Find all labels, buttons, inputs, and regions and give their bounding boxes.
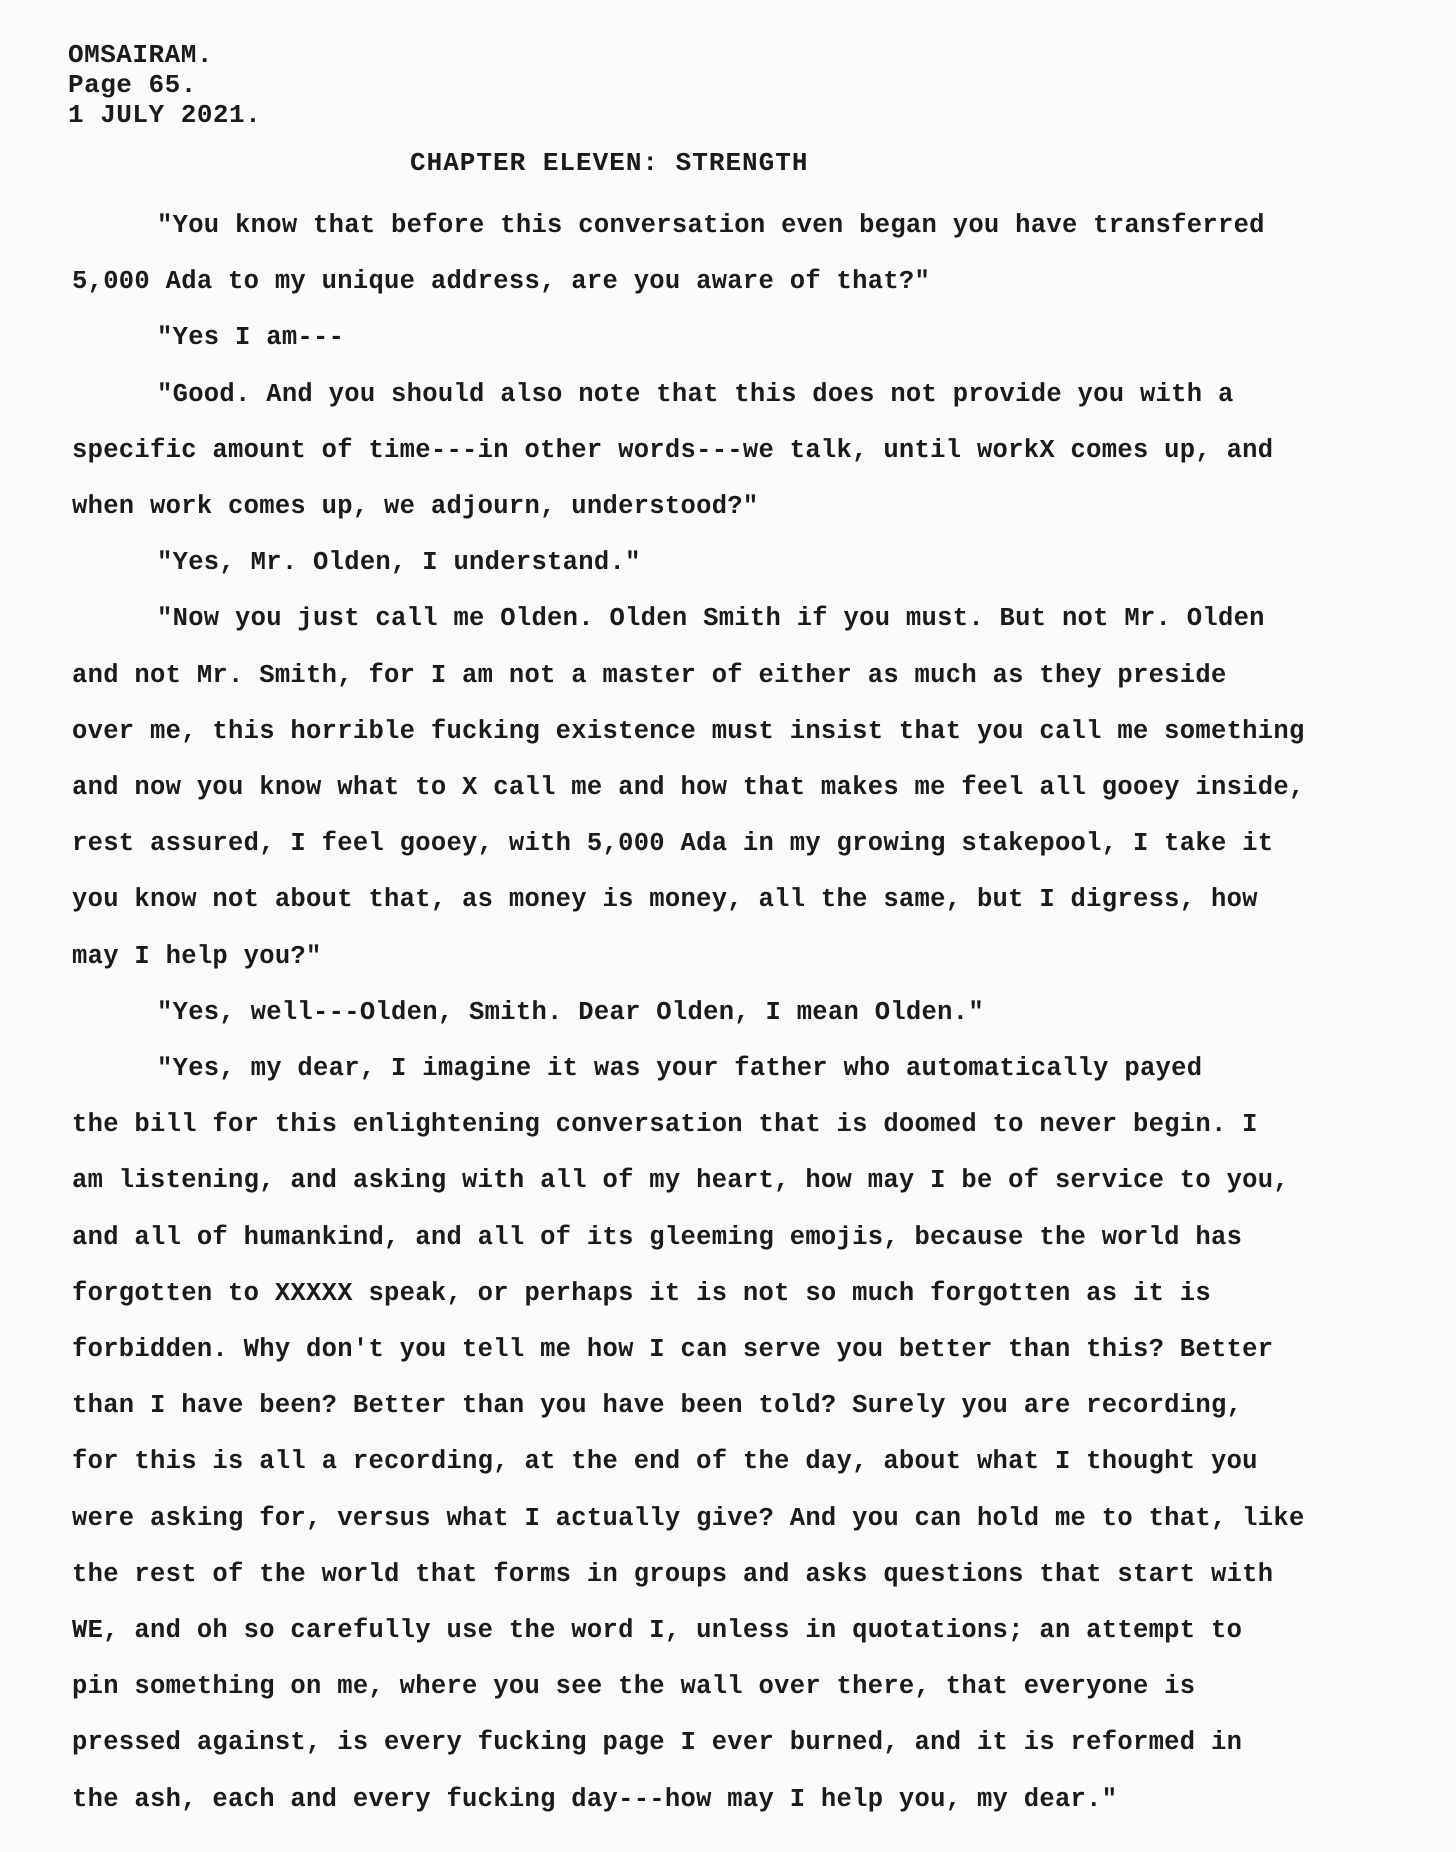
header-date: 1 JULY 2021.	[68, 100, 262, 130]
text-line: forgotten to XXXXX speak, or perhaps it is not so much forgotten as it is	[72, 1278, 1211, 1308]
text-line: forbidden. Why don't you tell me how I can serve you better than this? Better	[72, 1335, 1274, 1365]
paragraph	[72, 591, 1432, 984]
text-line: when work comes up, we adjourn, understood?"	[72, 492, 759, 522]
text-line: and all of humankind, and all of its gleeming emojis, because the world has	[72, 1222, 1243, 1252]
paragraph	[72, 367, 1432, 536]
paragraph	[72, 1041, 1432, 1828]
text-line: over me, this horrible fucking existence must insist that you call me something	[72, 716, 1305, 746]
header-page-number: Page 65.	[68, 70, 197, 100]
text-line: than I have been? Better than you have been told? Surely you are recording,	[72, 1391, 1243, 1421]
text-line: am listening, and asking with all of my heart, how may I be of service to you,	[72, 1166, 1289, 1196]
text-line: 5,000 Ada to my unique address, are you aware of that?"	[72, 267, 931, 297]
text-line: and now you know what to X call me and how that makes me feel all gooey inside,	[72, 773, 1305, 803]
text-line: pin something on me, where you see the wall over there, that everyone is	[72, 1672, 1196, 1702]
text-line: may I help you?"	[72, 941, 322, 971]
text-line: "Yes, well---Olden, Smith. Dear Olden, I mean Olden."	[157, 997, 984, 1027]
header-author: OMSAIRAM.	[68, 40, 213, 70]
paragraph	[72, 985, 1432, 1041]
paragraph	[72, 535, 1432, 591]
chapter-title: CHAPTER ELEVEN: STRENGTH	[410, 148, 809, 178]
text-line: rest assured, I feel gooey, with 5,000 Ada in my growing stakepool, I take it	[72, 829, 1274, 859]
text-line: the rest of the world that forms in groups and asks questions that start with	[72, 1559, 1274, 1589]
text-line: "Yes, my dear, I imagine it was your father who automatically payed	[157, 1054, 1203, 1084]
body-text	[72, 198, 1432, 1828]
text-line: "Now you just call me Olden. Olden Smith if you must. But not Mr. Olden	[157, 604, 1265, 634]
text-line: WE, and oh so carefully use the word I, unless in quotations; an attempt to	[72, 1616, 1243, 1646]
text-line: "Good. And you should also note that this does not provide you with a	[157, 379, 1234, 409]
text-line: the bill for this enlightening conversation that is doomed to never begin. I	[72, 1110, 1258, 1140]
text-line: pressed against, is every fucking page I ever burned, and it is reformed in	[72, 1728, 1243, 1758]
text-line: the ash, each and every fucking day---how may I help you, my dear."	[72, 1784, 1118, 1814]
text-line: for this is all a recording, at the end of the day, about what I thought you	[72, 1447, 1258, 1477]
page-header	[68, 40, 261, 130]
text-line: "Yes, Mr. Olden, I understand."	[157, 548, 641, 578]
text-line: and not Mr. Smith, for I am not a master of either as much as they preside	[72, 660, 1227, 690]
text-line: "Yes I am---	[157, 323, 345, 353]
paragraph	[72, 198, 1432, 310]
text-line: "You know that before this conversation even began you have transferred	[157, 211, 1265, 240]
text-line: specific amount of time---in other words---we talk, until workX comes up, and	[72, 435, 1274, 465]
paragraph	[72, 310, 1432, 366]
text-line: were asking for, versus what I actually give? And you can hold me to that, like	[72, 1503, 1305, 1533]
text-line: you know not about that, as money is money, all the same, but I digress, how	[72, 885, 1258, 915]
